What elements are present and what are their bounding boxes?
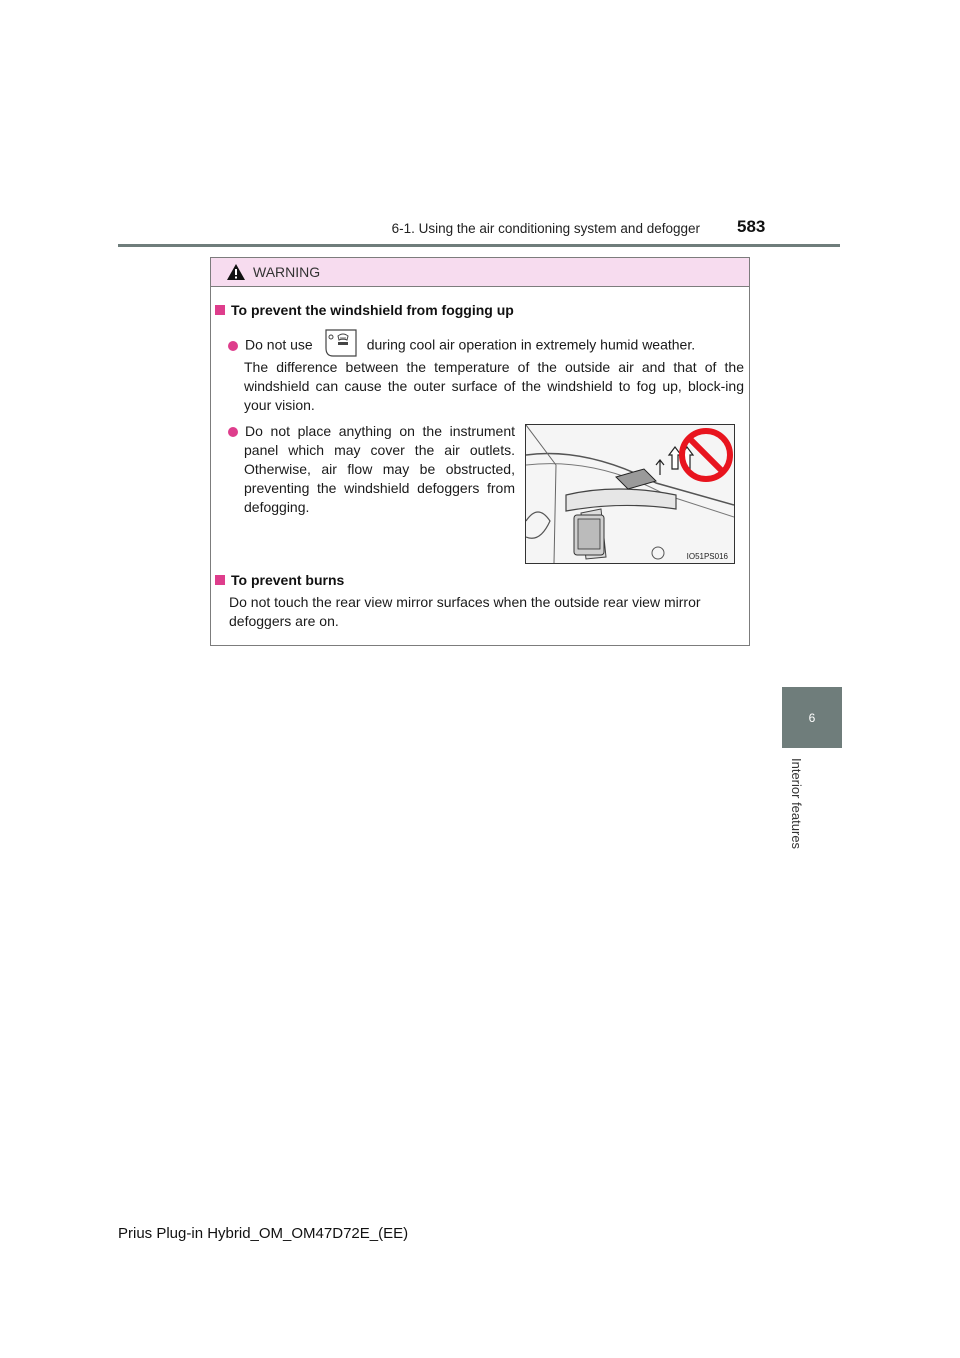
bullet-text-after: during cool air operation in extremely humid weather.: [366, 336, 696, 353]
chapter-label: Interior features: [789, 758, 804, 850]
bullet-defogger: [228, 334, 744, 415]
page-number: 583: [737, 217, 766, 236]
bullet-instrument-panel: [228, 422, 515, 517]
section-heading-burns: [215, 572, 344, 588]
bullet-continuation: The difference between the temperature of the outside air and that of the windshield can cause the outer surface of the windshield to fog up, block-ing your vision.: [244, 359, 744, 413]
bullet-icon: [228, 341, 238, 351]
document-id: Prius Plug-in Hybrid_OM_OM47D72E_(EE): [118, 1225, 409, 1242]
warning-heading: WARNING: [253, 264, 321, 280]
section-title-fogging: To prevent the windshield from fogging up: [231, 302, 514, 318]
dashboard-illustration: [525, 424, 735, 564]
dashboard-drawing: [526, 425, 734, 563]
section-heading-fogging: [215, 302, 514, 318]
chapter-tab[interactable]: [782, 687, 842, 748]
illustration-code: IO51PS016: [686, 552, 728, 561]
bullet-text: Do not place anything on the instrument panel which may cover the air outlets. Otherwise, air flow may be obstructed, preventing the windshield defoggers from defogging.: [244, 423, 515, 515]
section-marker-icon: [215, 575, 225, 585]
windshield-defogger-button-icon: [321, 328, 359, 358]
bullet-icon: [228, 427, 238, 437]
warning-header: [211, 258, 749, 287]
bullet-text-before: Do not use: [245, 336, 313, 353]
section-title: 6-1. Using the air conditioning system and defogger: [391, 221, 700, 236]
section-marker-icon: [215, 305, 225, 315]
warning-triangle-icon: [227, 264, 245, 280]
section-title-burns: To prevent burns: [231, 572, 345, 588]
header-divider: [118, 244, 840, 247]
chapter-number: 6: [808, 710, 816, 725]
burns-text: Do not touch the rear view mirror surfaces when the outside rear view mirror defoggers are on.: [229, 594, 701, 629]
